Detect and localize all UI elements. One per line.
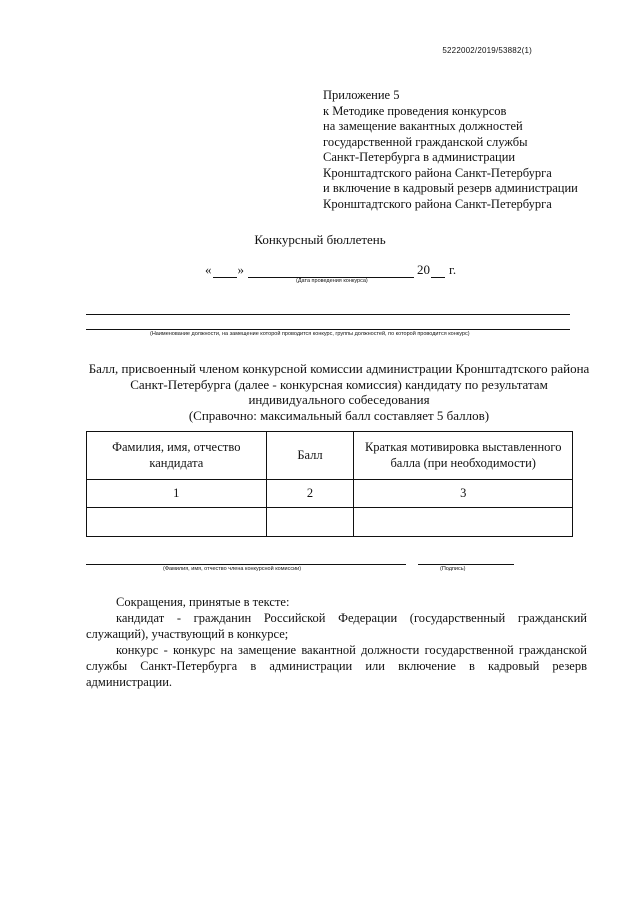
date-row: [205, 262, 456, 278]
close-quote: »: [237, 262, 244, 277]
table-cell: [87, 508, 267, 537]
table-row: [87, 508, 573, 537]
day-blank: [213, 264, 237, 278]
table-row: [87, 480, 573, 508]
appendix-line: Кронштадтского района Санкт-Петербурга: [323, 196, 552, 211]
year-prefix: 20: [417, 262, 430, 277]
appendix-line: и включение в кадровый резерв администрации: [323, 181, 578, 195]
column-number: 1: [87, 480, 267, 508]
header-score: Балл: [266, 432, 354, 480]
open-quote: «: [205, 262, 212, 277]
appendix-line: к Методике проведения конкурсов: [323, 103, 507, 118]
year-blank: [431, 264, 445, 278]
signature-line: [418, 564, 514, 565]
column-number: 3: [354, 480, 573, 508]
abbreviations: [86, 594, 587, 690]
score-heading-line: индивидуального собеседования: [248, 392, 430, 407]
position-blank-line-1: [86, 314, 570, 315]
position-caption: (Наименование должности, на замещение которой проводится конкурс, группы должностей, по которой проводится конкурс): [150, 331, 470, 337]
score-heading-line: Санкт-Петербурга (далее - конкурсная комиссия) кандидату по результатам: [130, 376, 548, 392]
date-caption: (Дата проведения конкурса): [296, 278, 368, 284]
member-caption: (Фамилия, имя, отчество члена конкурсной комиссии): [163, 566, 302, 572]
abbreviation-contest: конкурс - конкурс на замещение вакантной должности государственной гражданской службы Санкт-Петербурга в администрации или включение в кадровый резерв администрации.: [86, 643, 587, 689]
appendix-header: [323, 88, 578, 212]
month-blank: [248, 264, 414, 278]
table-cell: [354, 508, 573, 537]
score-heading: [80, 361, 598, 423]
appendix-line: Приложение 5: [323, 88, 400, 102]
position-blank-line-2: [86, 329, 570, 330]
signature-caption: (Подпись): [440, 566, 466, 572]
score-heading-line: Балл, присвоенный членом конкурсной комиссии администрации Кронштадтского района: [88, 361, 590, 376]
abbreviations-intro: Сокращения, принятые в тексте:: [116, 595, 290, 609]
appendix-line: Санкт-Петербурга в администрации: [323, 150, 516, 164]
score-heading-line: (Справочно: максимальный балл составляет 5 баллов): [188, 407, 490, 423]
appendix-line: Кронштадтского района Санкт-Петербурга: [323, 165, 552, 180]
table-header-row: [87, 432, 573, 480]
score-table: [86, 431, 573, 537]
appendix-line: государственной гражданской службы: [323, 134, 528, 149]
appendix-line: на замещение вакантных должностей: [323, 119, 523, 133]
header-motivation: Краткая мотивировка выставленного балла (при необходимости): [354, 432, 573, 480]
table-cell: [266, 508, 354, 537]
header-candidate-name: Фамилия, имя, отчество кандидата: [87, 432, 267, 480]
ballot-title: Конкурсный бюллетень: [254, 232, 386, 247]
column-number: 2: [266, 480, 354, 508]
abbreviation-candidate: кандидат - гражданин Российской Федерации (государственный гражданский служащий), участвующий в конкурсе;: [86, 611, 587, 641]
document-id: 5222002/2019/53882(1): [442, 46, 532, 55]
year-suffix: г.: [449, 262, 457, 277]
member-name-line: [86, 564, 406, 565]
